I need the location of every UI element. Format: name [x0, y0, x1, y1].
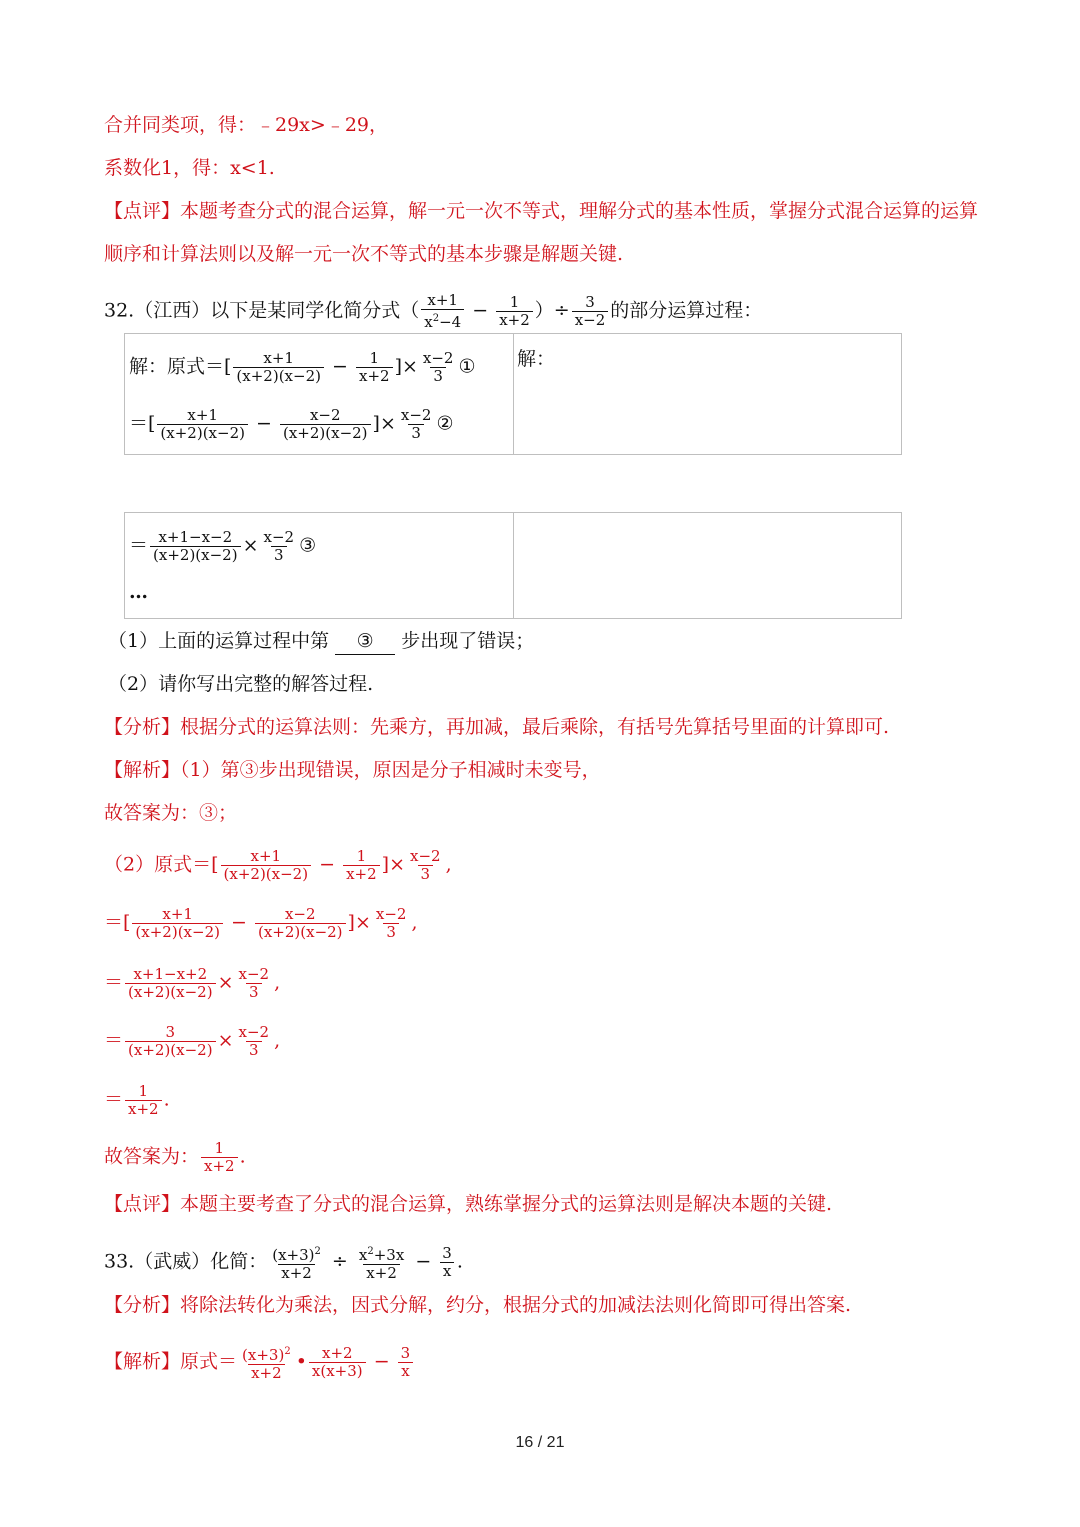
box2-step3: ＝ $\frac{x+1-x-2}{(x+2)(x-2)}$ × $\frac{x-2}{3}$ ③: [129, 528, 317, 564]
q32-part1-text: （1）上面的运算过程中第: [108, 630, 330, 652]
solution-32: [104, 757, 601, 783]
frac-q32-c: $\frac{3}{x-2}$: [572, 294, 609, 329]
analysis-32: [104, 714, 889, 740]
solution-tag: 【解析】: [104, 759, 181, 781]
text-coefficient: 系数化1，得：x<1.: [104, 157, 275, 179]
frac-q32-b: $\frac{1}{x+2}$: [496, 294, 533, 329]
derivation-step2: ＝[ $\frac{x+1}{(x+2)(x-2)}$ − $\frac{x-2}{(x+2)(x-2)}$ ]× $\frac{x-2}{3}$ ,: [104, 905, 418, 941]
q32-part1: [108, 628, 534, 655]
analysis-33-text: 将除法转化为乘法，因式分解，约分，根据分式的加减法法则化简即可得出答案.: [180, 1294, 852, 1316]
box2-dots: …: [129, 581, 148, 603]
q32-prefix: 32.（江西）以下是某同学化简分式（: [104, 299, 420, 322]
text-combine-terms: 合并同类项，得：﹣29x>﹣29，: [104, 114, 388, 136]
solution-box-1: [124, 333, 902, 455]
derivation-step4: ＝ $\frac{3}{(x+2)(x-2)}$ × $\frac{x-2}{3}$ ,: [104, 1023, 281, 1059]
box1-step1-label: 解：原式＝[: [129, 355, 232, 378]
derivation-step5: ＝ $\frac{1}{x+2}$ .: [104, 1082, 170, 1118]
page-number: 16 / 21: [515, 1434, 565, 1451]
q33-prefix: 33.（武威）化简：: [104, 1250, 268, 1273]
comment-paragraph: [104, 198, 978, 224]
comment-32-text: 本题主要考查了分式的混合运算，熟练掌握分式的运算法则是解决本题的关键.: [180, 1193, 833, 1215]
derivation-step3: ＝ $\frac{x+1-x+2}{(x+2)(x-2)}$ × $\frac{x-2}{3}$ ,: [104, 965, 281, 1001]
solution-33-tag: 【解析】: [104, 1350, 181, 1373]
derivation-step1: （2）原式＝[ $\frac{x+1}{(x+2)(x-2)}$ − $\frac{1}{x+2}$ ]× $\frac{x-2}{3}$ ,: [104, 847, 452, 883]
analysis-tag: 【分析】: [104, 716, 181, 738]
comment-32-tag: 【点评】: [104, 1193, 181, 1215]
q32-part1-answer: ③: [335, 628, 395, 655]
solution-33-label: 原式＝: [180, 1350, 238, 1373]
comment-text: 本题考查分式的混合运算，解一元一次不等式，理解分式的基本性质，掌握分式混合运算的运算: [180, 200, 979, 222]
box1-step2-label: ＝[: [129, 412, 156, 435]
q32-suffix: 的部分运算过程：: [610, 299, 763, 322]
solution-33: 【解析】原式＝ $\frac{(x+3)^2}{x+2}$ • $\frac{x+2}{x(x+3)}$ − $\frac{3}{x}$: [104, 1343, 415, 1382]
q32-part2: （2）请你写出完整的解答过程.: [108, 673, 374, 695]
box1-step2: ＝[ $\frac{x+1}{(x+2)(x-2)}$ − $\frac{x-2}{(x+2)(x-2)}$ ]× $\frac{x-2}{3}$ ②: [129, 406, 454, 442]
solution-box-2: [124, 512, 902, 619]
question-32: 32.（江西）以下是某同学化简分式（ $\frac{x+1}{x^2-4}$ − $\frac{1}{x+2}$ ）÷ $\frac{3}{x-2}$ 的部分运算过程：: [104, 291, 763, 331]
q32-part1-text-end: 步出现了错误；: [401, 630, 535, 652]
box1-step1: 解：原式＝[ $\frac{x+1}{(x+2)(x-2)}$ − $\frac{1}{x+2}$ ]× $\frac{x-2}{3}$ ①: [129, 349, 476, 385]
answer-label: 故答案为：: [104, 1145, 200, 1168]
frac-q32-a: $\frac{x+1}{x^2-4}$: [421, 292, 464, 331]
question-33: 33.（武威）化简： $\frac{(x+3)^2}{x+2}$ ÷ $\frac{x^2+3x}{x+2}$ − $\frac{3}{x}$ .: [104, 1244, 463, 1282]
analysis-33: [104, 1292, 851, 1318]
derivation-label: （2）原式＝[: [104, 853, 219, 876]
answer-32-2: 故答案为： $\frac{1}{x+2}$ .: [104, 1139, 246, 1175]
answer-32-1: 故答案为：③；: [104, 802, 238, 824]
comment-32: [104, 1191, 832, 1217]
comment-tag: 【点评】: [104, 200, 181, 222]
box1-right-label: 解：: [517, 348, 556, 370]
analysis-text: 根据分式的运算法则：先乘方，再加减，最后乘除，有括号先算括号里面的计算即可.: [180, 716, 890, 738]
analysis-33-tag: 【分析】: [104, 1294, 181, 1316]
solution-text: （1）第③步出现错误，原因是分子相减时未变号，: [180, 759, 601, 781]
comment-text-cont: 顺序和计算法则以及解一元一次不等式的基本步骤是解题关键.: [104, 243, 624, 265]
